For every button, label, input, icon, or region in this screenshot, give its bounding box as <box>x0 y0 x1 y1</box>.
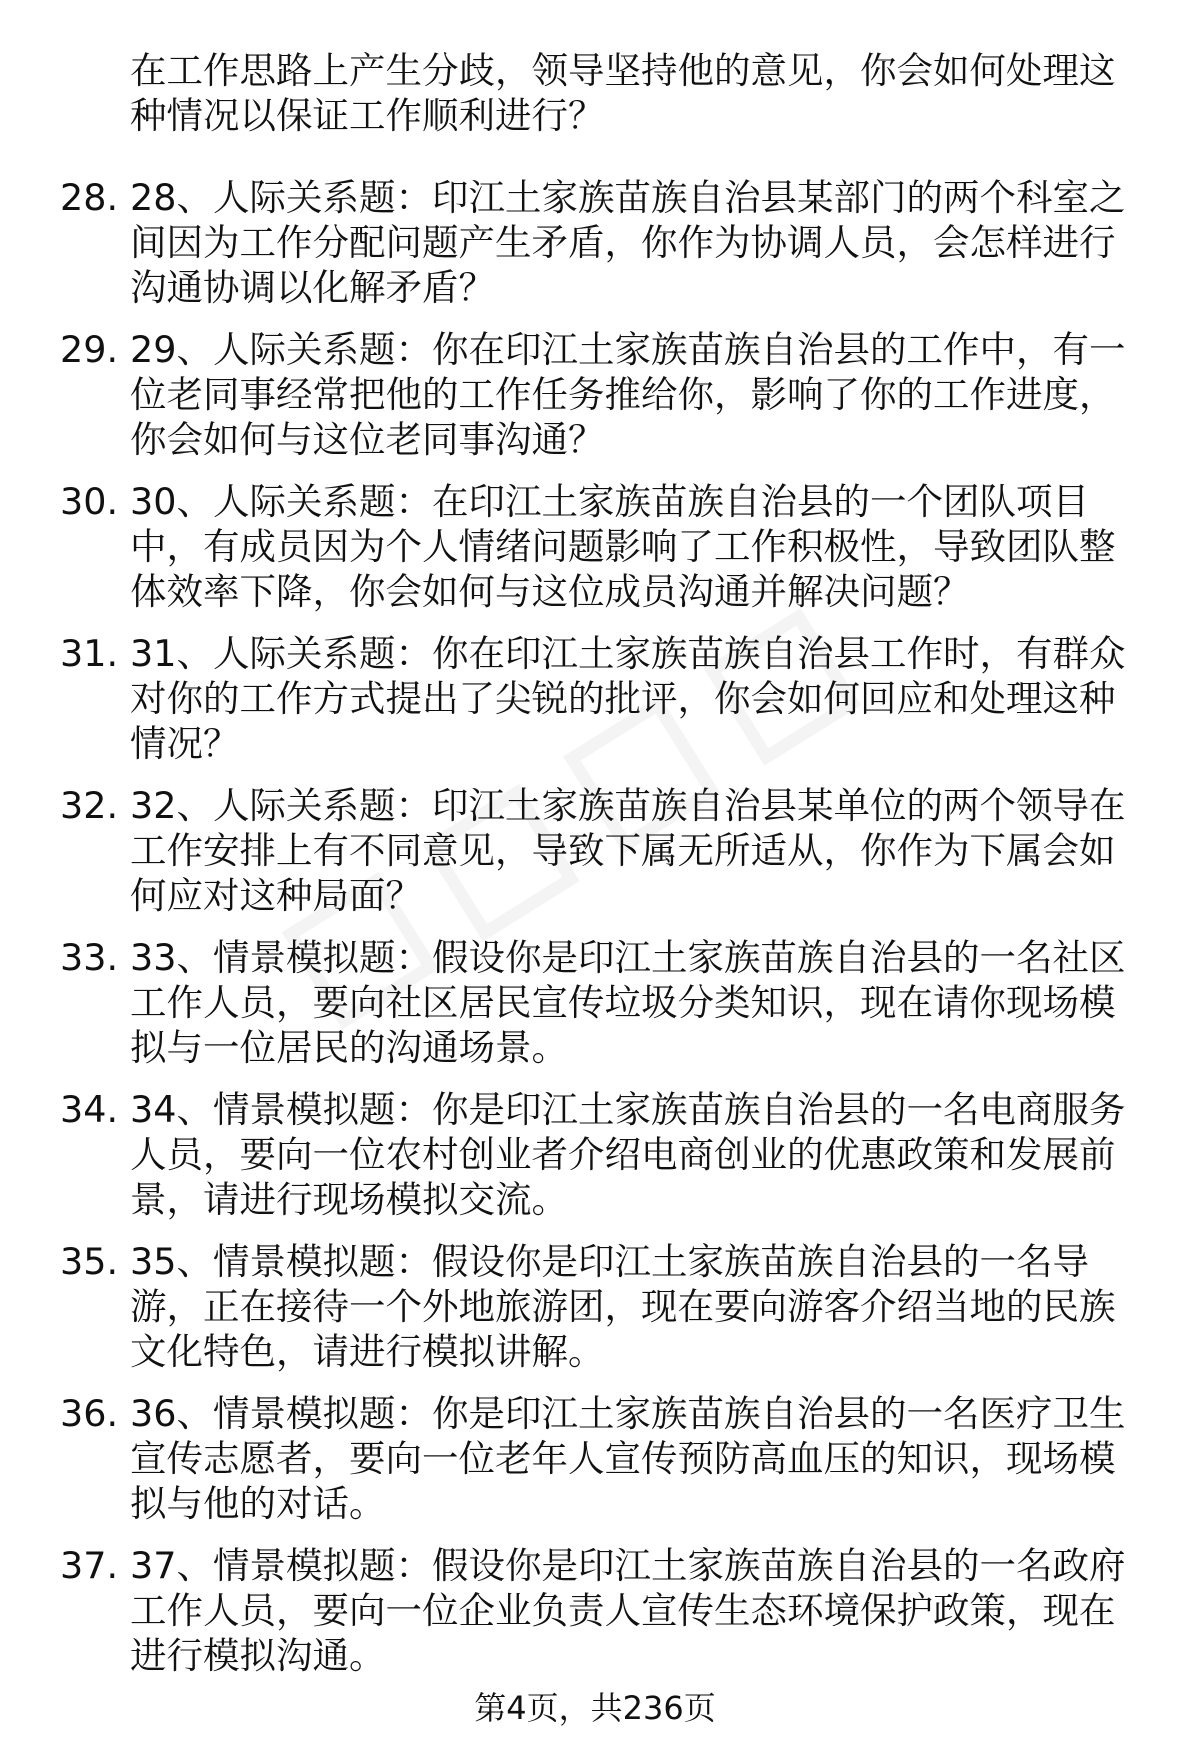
question-item <box>0 1087 1190 1222</box>
question-item <box>0 935 1190 1070</box>
question-number: 35. <box>60 1240 119 1283</box>
question-text: 30、人际关系题：在印江土家族苗族自治县的一个团队项目中，有成员因为个人情绪问题影响了工作积极性，导致团队整体效率下降，你会如何与这位成员沟通并解决问题？ <box>130 480 1116 613</box>
question-text: 28、人际关系题：印江土家族苗族自治县某部门的两个科室之间因为工作分配问题产生矛盾，你作为协调人员，会怎样进行沟通协调以化解矛盾？ <box>130 176 1126 309</box>
question-number: 31. <box>60 632 119 675</box>
question-number: 30. <box>60 480 119 523</box>
question-number: 33. <box>60 936 119 979</box>
question-number: 29. <box>60 328 119 371</box>
question-number: 28. <box>60 176 119 219</box>
continued-question-text: 在工作思路上产生分歧，领导坚持他的意见，你会如何处理这种情况以保证工作顺利进行？ <box>130 49 1116 137</box>
question-item <box>0 327 1190 462</box>
question-item <box>0 631 1190 766</box>
question-text: 37、情景模拟题：假设你是印江土家族苗族自治县的一名政府工作人员，要向一位企业负责人宣传生态环境保护政策，现在进行模拟沟通。 <box>130 1544 1126 1677</box>
question-text: 32、人际关系题：印江土家族苗族自治县某单位的两个领导在工作安排上有不同意见，导致下属无所适从，你作为下属会如何应对这种局面？ <box>130 784 1126 917</box>
question-item <box>0 1543 1190 1678</box>
question-text: 31、人际关系题：你在印江土家族苗族自治县工作时，有群众对你的工作方式提出了尖锐的批评，你会如何回应和处理这种情况？ <box>130 632 1126 765</box>
question-item <box>0 783 1190 918</box>
question-number: 34. <box>60 1088 119 1131</box>
question-item <box>0 175 1190 310</box>
question-item <box>0 1391 1190 1526</box>
question-text: 36、情景模拟题：你是印江土家族苗族自治县的一名医疗卫生宣传志愿者，要向一位老年人宣传预防高血压的知识，现场模拟与他的对话。 <box>130 1392 1126 1525</box>
question-number: 37. <box>60 1544 119 1587</box>
question-text: 29、人际关系题：你在印江土家族苗族自治县的工作中，有一位老同事经常把他的工作任务推给你，影响了你的工作进度，你会如何与这位老同事沟通？ <box>130 328 1126 461</box>
question-text: 35、情景模拟题：假设你是印江土家族苗族自治县的一名导游，正在接待一个外地旅游团，现在要向游客介绍当地的民族文化特色，请进行模拟讲解。 <box>130 1240 1116 1373</box>
question-text: 34、情景模拟题：你是印江土家族苗族自治县的一名电商服务人员，要向一位农村创业者介绍电商创业的优惠政策和发展前景，请进行现场模拟交流。 <box>130 1088 1126 1221</box>
page-footer: 第4页，共236页 <box>474 1689 716 1727</box>
question-item <box>0 1239 1190 1374</box>
question-list <box>0 175 1190 1695</box>
question-item <box>0 479 1190 614</box>
question-text: 33、情景模拟题：假设你是印江土家族苗族自治县的一名社区工作人员，要向社区居民宣传垃圾分类知识，现在请你现场模拟与一位居民的沟通场景。 <box>130 936 1126 1069</box>
question-number: 36. <box>60 1392 119 1435</box>
question-number: 32. <box>60 784 119 827</box>
